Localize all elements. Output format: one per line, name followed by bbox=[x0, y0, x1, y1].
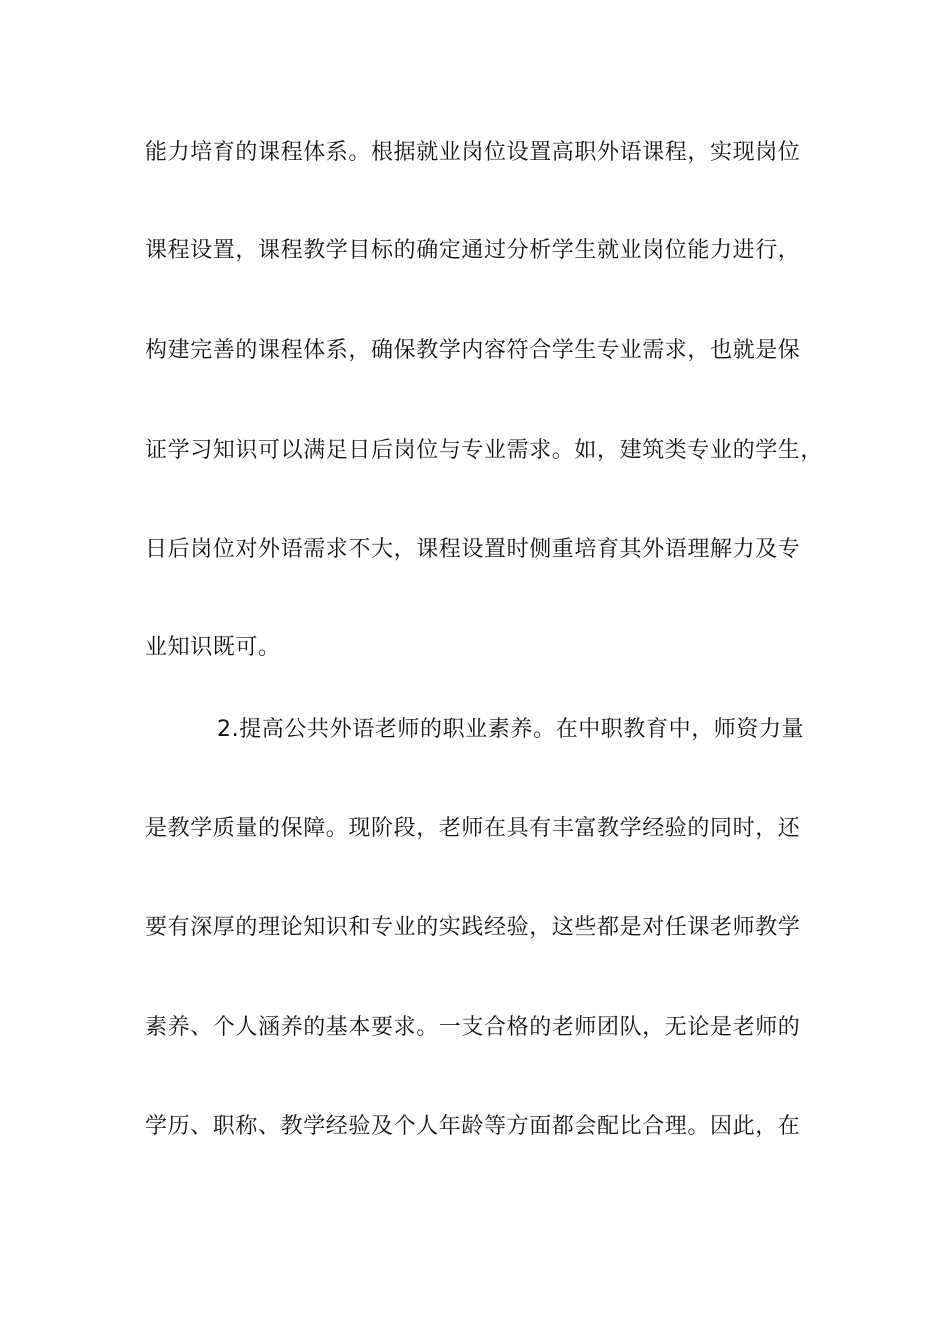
text-line: 2.提高公共外语老师的职业素养。在中职教育中，师资力量 bbox=[217, 717, 805, 742]
text-line: 业知识既可。 bbox=[145, 635, 281, 660]
text-line: 学历、职称、教学经验及个人年龄等方面都会配比合理。因此，在 bbox=[145, 1114, 801, 1139]
text-line: 构建完善的课程体系，确保教学内容符合学生专业需求，也就是保 bbox=[145, 338, 801, 363]
text-line: 证学习知识可以满足日后岗位与专业需求。如，建筑类专业的学生， bbox=[145, 438, 824, 463]
text-line: 能力培育的课程体系。根据就业岗位设置高职外语课程，实现岗位 bbox=[145, 140, 801, 165]
text-line: 日后岗位对外语需求不大，课程设置时侧重培育其外语理解力及专 bbox=[145, 537, 801, 562]
text-line: 要有深厚的理论知识和专业的实践经验，这些都是对任课老师教学 bbox=[145, 915, 801, 940]
text-line: 是教学质量的保障。现阶段，老师在具有丰富教学经验的同时，还 bbox=[145, 816, 801, 841]
text-line: 课程设置，课程教学目标的确定通过分析学生就业岗位能力进行， bbox=[145, 238, 801, 263]
text-line: 素养、个人涵养的基本要求。一支合格的老师团队，无论是老师的 bbox=[145, 1015, 801, 1040]
